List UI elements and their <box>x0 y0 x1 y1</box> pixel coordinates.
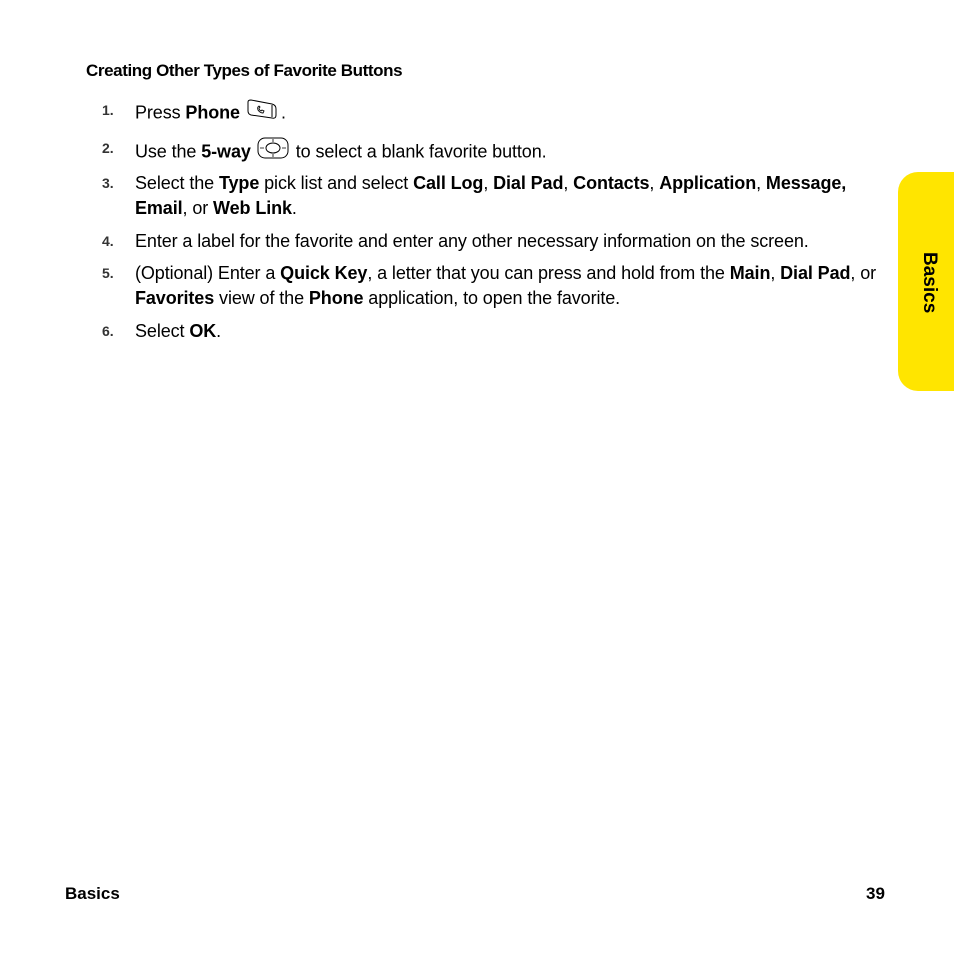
page-number: 39 <box>866 884 885 903</box>
section-heading: Creating Other Types of Favorite Buttons <box>86 61 403 80</box>
step-text: Use the 5-way to select a blank favorite button. <box>135 136 895 169</box>
step-number: 4. <box>102 233 114 249</box>
step-text: Press Phone . <box>135 98 895 129</box>
side-tab-label: Basics <box>919 252 940 314</box>
step-number: 2. <box>102 140 114 156</box>
step-text: Enter a label for the favorite and enter any other necessary information on the screen. <box>135 231 809 251</box>
step-number: 1. <box>102 102 114 118</box>
footer-section: Basics <box>65 884 120 903</box>
five-way-navigator-icon <box>256 136 290 167</box>
step-number: 3. <box>102 175 114 191</box>
step-text: Select OK. <box>135 321 222 341</box>
phone-key-icon <box>245 98 279 127</box>
step-number: 5. <box>102 265 114 281</box>
step-number: 6. <box>102 323 114 339</box>
step-text: (Optional) Enter a Quick Key, a letter that you can press and hold from the Main, Dial Pad, or Favorites view of the Phone application, to open the favorite. <box>135 263 876 308</box>
step-text: Select the Type pick list and select Call Log, Dial Pad, Contacts, Application, Message, Email, or Web Link. <box>135 173 847 218</box>
